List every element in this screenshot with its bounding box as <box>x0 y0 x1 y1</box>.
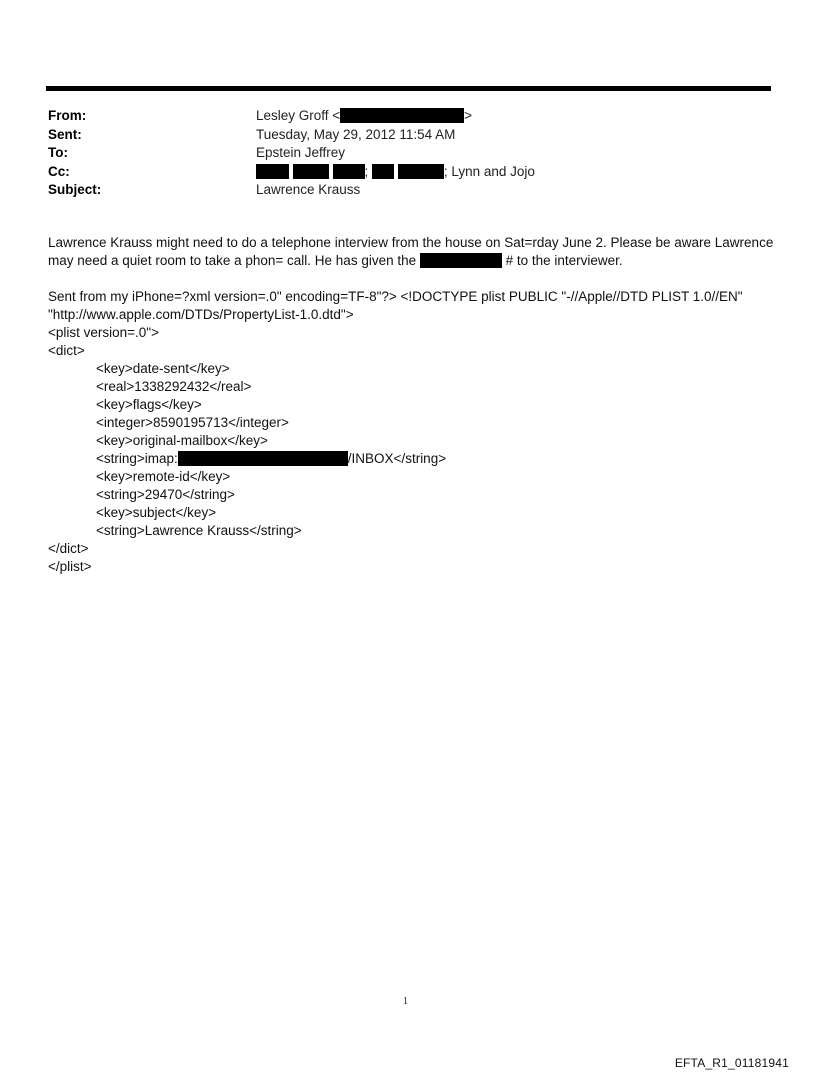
document-id: EFTA_R1_01181941 <box>674 1056 789 1070</box>
header-rule <box>46 86 771 91</box>
plist-line: <key>remote-id</key> <box>96 469 231 484</box>
from-close: > <box>464 108 473 123</box>
sent-row <box>48 126 768 145</box>
subject-row <box>48 181 768 200</box>
plist-text-segment: <string>imap: <box>96 451 178 466</box>
plist-line: <key>date-sent</key> <box>96 361 230 376</box>
plist-line <box>48 450 778 468</box>
redaction-box <box>178 451 348 466</box>
cc-separator: ; <box>364 163 369 179</box>
plist-line: <key>flags</key> <box>96 397 202 412</box>
from-name: Lesley Groff < <box>256 108 341 123</box>
plist-line: </plist> <box>48 559 92 574</box>
plist-line: Sent from my iPhone=?xml version=.0" encoding=TF-8"?> <!DOCTYPE plist PUBLIC "-//Apple//DTD PLIST 1.0//EN" <box>48 289 743 304</box>
plist-line: <plist version=.0"> <box>48 325 159 340</box>
body-text-segment: may need a quiet room to take a phon= call. He has given the <box>48 253 420 268</box>
plist-line: <dict> <box>48 343 85 358</box>
sent-label: Sent: <box>48 126 82 142</box>
from-label: From: <box>48 108 87 123</box>
redaction-box <box>398 164 444 179</box>
plist-line: "http://www.apple.com/DTDs/PropertyList-1.0.dtd"> <box>48 307 354 322</box>
from-row <box>48 107 768 126</box>
subject-label: Subject: <box>48 182 102 197</box>
cc-label: Cc: <box>48 163 70 179</box>
to-label: To: <box>48 145 68 160</box>
cc-row <box>48 163 768 182</box>
redaction-box <box>420 253 502 268</box>
subject-value: Lawrence Krauss <box>256 182 361 197</box>
from-value <box>256 107 472 126</box>
cc-value <box>256 163 535 182</box>
cc-tail: ; Lynn and Jojo <box>443 163 535 179</box>
email-body <box>48 234 778 594</box>
body-line: Lawrence Krauss might need to do a telephone interview from the house on Sat=rday June 2. Please be aware Lawrence <box>48 235 774 250</box>
to-value: Epstein Jeffrey <box>256 145 346 160</box>
plist-block <box>48 288 778 576</box>
redaction-box <box>340 108 464 123</box>
plist-text-segment: /INBOX</string> <box>347 451 447 466</box>
redaction-box <box>372 164 394 179</box>
plist-line: <key>subject</key> <box>96 505 217 520</box>
redaction-box <box>256 164 289 179</box>
plist-line: <real>1338292432</real> <box>96 379 252 394</box>
to-row <box>48 144 768 163</box>
sent-value: Tuesday, May 29, 2012 11:54 AM <box>256 126 456 142</box>
plist-line: <key>original-mailbox</key> <box>96 433 268 448</box>
message-paragraph <box>48 234 778 270</box>
body-text-segment: # to the interviewer. <box>501 253 623 268</box>
plist-line: <string>29470</string> <box>96 487 235 502</box>
email-header <box>48 107 768 200</box>
plist-line: </dict> <box>48 541 89 556</box>
redaction-box <box>293 164 329 179</box>
redaction-box <box>333 164 365 179</box>
plist-line: <string>Lawrence Krauss</string> <box>96 523 302 538</box>
page-number: 1 <box>403 996 408 1007</box>
body-line <box>48 252 778 270</box>
plist-line: <integer>8590195713</integer> <box>96 415 289 430</box>
